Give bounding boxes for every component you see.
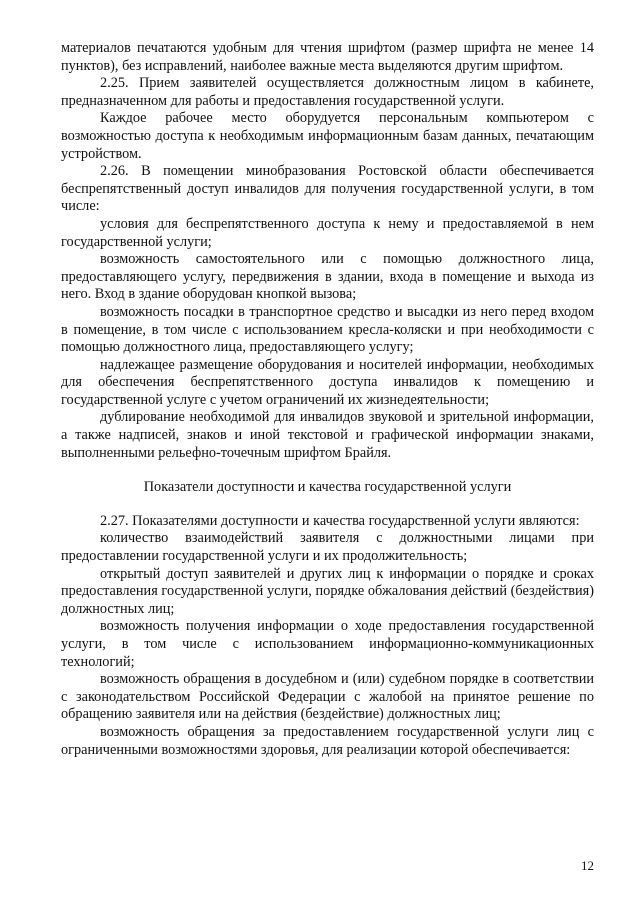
page-number: 12 [581, 858, 594, 873]
paragraph: возможность самостоятельного или с помощью должностного лица, предоставляющего услугу, передвижения в здании, входа в помещение и выхода из него. Вход в здание оборудован кнопкой вызова; [61, 251, 594, 303]
paragraph: 2.27. Показателями доступности и качества государственной услуги являются: [100, 512, 580, 529]
paragraphs-bottom [61, 513, 594, 759]
paragraph: 2.25. Прием заявителей осуществляется должностным лицом в кабинете, предназначенном для работы и предоставления государственной услуги. [61, 75, 594, 109]
paragraph: Каждое рабочее место оборудуется персональным компьютером с возможностью доступа к необходимым информационным базам данных, печатающим устройством. [61, 110, 594, 162]
paragraph: возможность обращения в досудебном и (или) судебном порядке в соответствии с законодательством Российской Федерации с жалобой на принятое решение по обращению заявителя или на действия (бездействие) должностных лиц; [61, 671, 594, 723]
paragraph: возможность обращения за предоставлением государственной услуги лиц с ограниченными возможностями здоровья, для реализации которой обеспечивается: [61, 723, 594, 758]
paragraph: материалов печатаются удобным для чтения шрифтом (размер шрифта не менее 14 пунктов), без исправлений, наиболее важные места выделяются другим шрифтом. [61, 40, 594, 74]
paragraphs-top [61, 40, 594, 462]
document-body [61, 40, 594, 759]
paragraph: возможность посадки в транспортное средство и высадки из него перед входом в помещение, в том числе с использованием кресла-коляски и при необходимости с помощью должностного лица, предоставляющего услугу; [61, 303, 594, 356]
paragraph: возможность получения информации о ходе предоставления государственной услуги, в том числе с использованием информационно-коммуникационных технологий; [61, 618, 594, 670]
paragraph: условия для беспрепятственного доступа к нему и предоставляемой в нем государственной услуги; [61, 215, 594, 250]
paragraph: количество взаимодействий заявителя с должностными лицами при предоставлении государственной услуги и их продолжительность; [61, 530, 594, 565]
paragraph: 2.26. В помещении минобразования Ростовской области обеспечивается беспрепятственный доступ инвалидов для получения государственной услуги, в том числе: [61, 163, 594, 215]
paragraph: дублирование необходимой для инвалидов звуковой и зрительной информации, а также надписей, знаков и иной текстовой и графической информации знаками, выполненными рельефно-точечным шрифтом Брайля. [61, 409, 594, 461]
section-heading: Показатели доступности и качества государственной услуги [143, 479, 512, 496]
paragraph: надлежащее размещение оборудования и носителей информации, необходимых для обеспечения беспрепятственного доступа инвалидов к помещению и государственной услуге с учетом ограничений их жизнедеятельности; [61, 356, 594, 408]
paragraph: открытый доступ заявителей и других лиц к информации о порядке и сроках предоставления государственной услуги, порядке обжалования действий (бездействия) должностных лиц; [61, 565, 594, 617]
